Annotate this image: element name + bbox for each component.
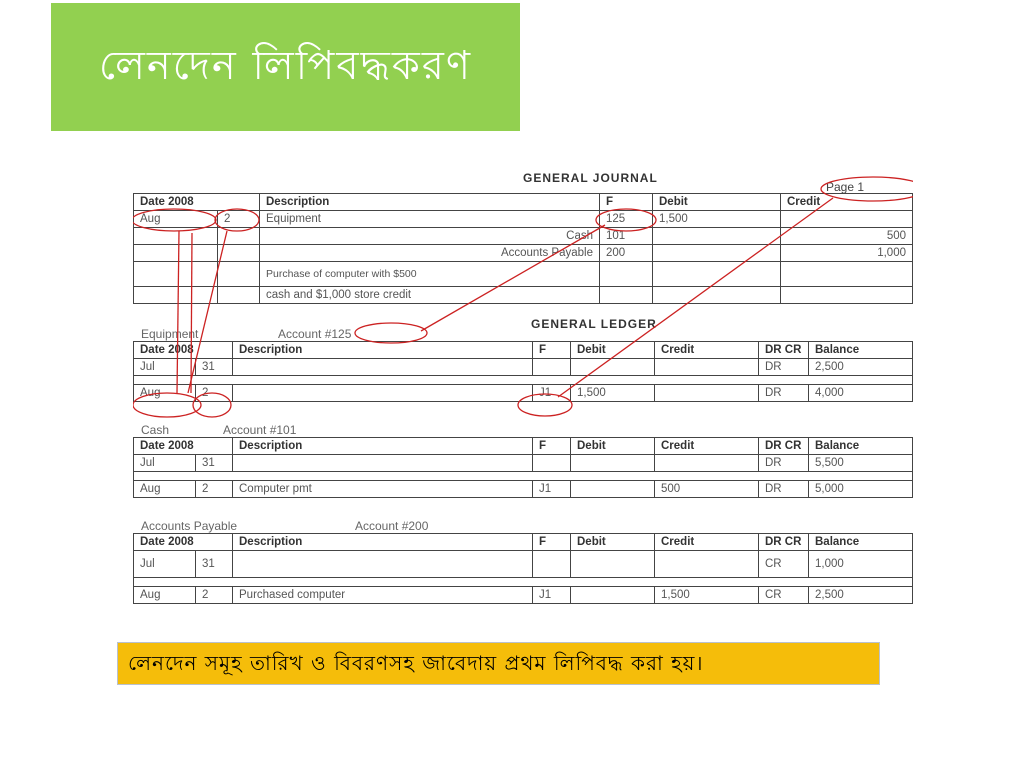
account-number-circle: [355, 323, 427, 343]
ledger-ref-circle: [518, 394, 572, 416]
ledger-day: 31: [196, 551, 233, 578]
ledger-month: Aug: [134, 587, 196, 604]
ledger-credit: 500: [655, 481, 759, 498]
ledger-col-drcr: DR CR: [759, 534, 809, 551]
ledger-desc: Purchased computer: [233, 587, 533, 604]
journal-desc: Accounts Payable: [260, 245, 600, 262]
ledger-col-debit: Debit: [571, 438, 655, 455]
ledger-day: 2: [196, 481, 233, 498]
ledger-drcr: CR: [759, 587, 809, 604]
ledger-debit: 1,500: [571, 385, 655, 402]
ledger-col-description: Description: [233, 342, 533, 359]
slide-title-box: [51, 3, 520, 131]
slide-title: লেনদেন লিপিবদ্ধকরণ: [98, 42, 473, 89]
ledger-col-credit: Credit: [655, 342, 759, 359]
ledger-col-description: Description: [233, 534, 533, 551]
journal-f: 125: [600, 211, 653, 228]
ledger-col-balance: Balance: [809, 438, 913, 455]
journal-col-f: F: [600, 194, 653, 211]
ledger-month: Jul: [134, 551, 196, 578]
ledger-heading: GENERAL LEDGER: [531, 317, 657, 331]
journal-date-circle: [133, 209, 216, 231]
ledger-drcr: DR: [759, 359, 809, 376]
ledger-col-f: F: [533, 342, 571, 359]
ledger-col-drcr: DR CR: [759, 438, 809, 455]
account-name: Equipment: [141, 327, 199, 341]
ledger-day: 2: [196, 385, 233, 402]
ledger-drcr: DR: [759, 385, 809, 402]
ledger-balance: 2,500: [809, 359, 913, 376]
ledger-col-f: F: [533, 438, 571, 455]
account-name: Accounts Payable: [141, 519, 238, 533]
ledger-credit: 1,500: [655, 587, 759, 604]
journal-col-date: Date 2008: [134, 194, 260, 211]
journal-desc: Purchase of computer with $500: [260, 262, 600, 287]
ledger-f: J1: [533, 481, 571, 498]
ledger-drcr: DR: [759, 481, 809, 498]
journal-month: Aug: [134, 211, 218, 228]
ledger-balance: 1,000: [809, 551, 913, 578]
ledger-balance: 2,500: [809, 587, 913, 604]
ledger-f: J1: [533, 385, 571, 402]
journal-day-circle: [215, 209, 259, 231]
ledger-date-circle: [133, 393, 201, 417]
page-number-circle: [821, 177, 913, 201]
ledger-balance: 5,500: [809, 455, 913, 472]
ledger-balance: 4,000: [809, 385, 913, 402]
ledger-col-date: Date 2008: [134, 534, 233, 551]
ledger-drcr: DR: [759, 455, 809, 472]
ledger-day-circle: [193, 393, 231, 417]
journal-ref-circle: [596, 209, 656, 231]
ledger-desc: Computer pmt: [233, 481, 533, 498]
explanation-note: [117, 642, 880, 685]
accounting-figure: [133, 165, 913, 620]
ledger-col-f: F: [533, 534, 571, 551]
journal-desc: Cash: [260, 228, 600, 245]
ledger-month: Aug: [134, 385, 196, 402]
ledger-month: Jul: [134, 359, 196, 376]
ledger-day: 31: [196, 455, 233, 472]
ledger-col-debit: Debit: [571, 534, 655, 551]
journal-col-description: Description: [260, 194, 600, 211]
date-link-line: [177, 231, 179, 393]
ledger-drcr: CR: [759, 551, 809, 578]
journal-col-debit: Debit: [653, 194, 781, 211]
explanation-text: লেনদেন সমূহ তারিখ ও বিবরণসহ জাবেদায় প্রথম লিপিবদ্ধ করা হয়।: [128, 651, 704, 675]
ledger-col-description: Description: [233, 438, 533, 455]
ledger-month: Jul: [134, 455, 196, 472]
posting-annotation-marks: [133, 165, 913, 620]
account-number: Account #101: [223, 423, 297, 437]
journal-debit: 1,500: [653, 211, 781, 228]
journal-f: 200: [600, 245, 653, 262]
ledger-col-balance: Balance: [809, 534, 913, 551]
journal-desc: Equipment: [260, 211, 600, 228]
ref-link-line: [421, 225, 605, 331]
ledger-col-balance: Balance: [809, 342, 913, 359]
ledger-balance: 5,000: [809, 481, 913, 498]
day-link-line: [188, 231, 227, 393]
journal-f: 101: [600, 228, 653, 245]
date-link-line: [191, 233, 192, 393]
ledger-col-credit: Credit: [655, 438, 759, 455]
ledger-month: Aug: [134, 481, 196, 498]
journal-day: 2: [218, 211, 260, 228]
ledger-day: 31: [196, 359, 233, 376]
ledger-col-date: Date 2008: [134, 438, 233, 455]
journal-credit: 1,000: [781, 245, 913, 262]
ledger-f: J1: [533, 587, 571, 604]
ledger-col-date: Date 2008: [134, 342, 233, 359]
account-name: Cash: [141, 423, 170, 437]
ledger-col-debit: Debit: [571, 342, 655, 359]
journal-page-label: Page 1: [826, 180, 865, 194]
ledger-col-credit: Credit: [655, 534, 759, 551]
journal-heading: GENERAL JOURNAL: [523, 171, 658, 185]
ledger-day: 2: [196, 587, 233, 604]
account-number: Account #125: [278, 327, 352, 341]
journal-credit: 500: [781, 228, 913, 245]
journal-col-credit: Credit: [781, 194, 913, 211]
account-number: Account #200: [355, 519, 429, 533]
journal-desc: cash and $1,000 store credit: [260, 287, 600, 304]
ledger-col-drcr: DR CR: [759, 342, 809, 359]
